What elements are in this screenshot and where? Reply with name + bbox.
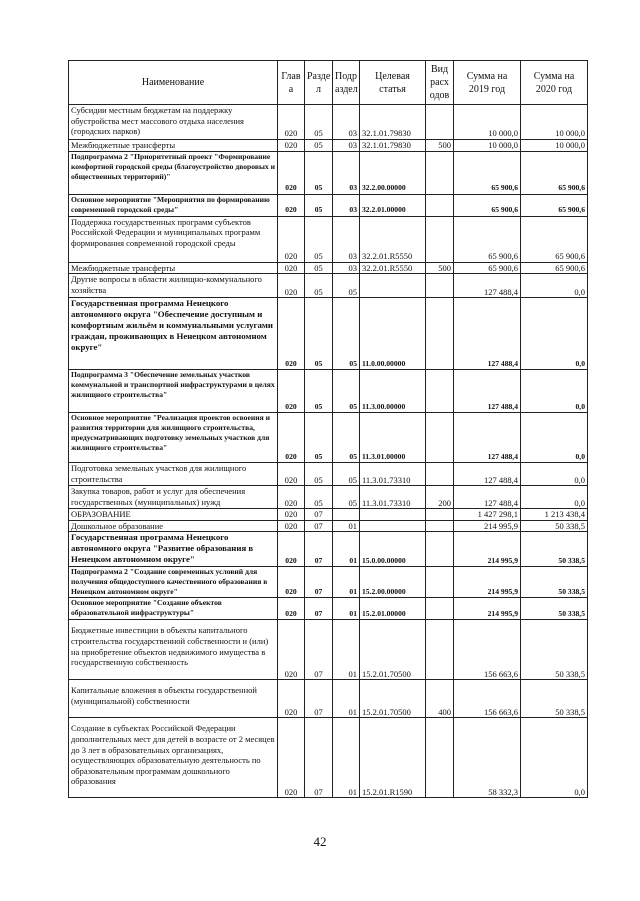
row-name: Основное мероприятие "Мероприятия по формированию современной городской среды"	[69, 194, 278, 216]
row-expense-type	[426, 370, 454, 413]
row-target-article: 15.2.01.70500	[360, 620, 426, 680]
row-sum-2020: 50 338,5	[521, 620, 588, 680]
row-expense-type	[426, 274, 454, 298]
row-razdel: 05	[305, 194, 333, 216]
row-name: Подготовка земельных участков для жилищного строительства	[69, 463, 278, 486]
row-sum-2020: 65 900,6	[521, 194, 588, 216]
header-podrazdel: Подр аздел	[333, 61, 360, 105]
row-razdel: 05	[305, 262, 333, 274]
row-target-article	[360, 509, 426, 521]
row-razdel: 07	[305, 620, 333, 680]
row-sum-2020: 1 213 438,4	[521, 509, 588, 521]
row-expense-type	[426, 105, 454, 140]
row-sum-2019: 65 900,6	[454, 262, 521, 274]
row-glava: 020	[278, 598, 305, 620]
row-sum-2020: 50 338,5	[521, 532, 588, 567]
row-name: Государственная программа Ненецкого автономного округа "Обеспечение доступным и комфортным жильём и коммунальными услугами граждан, проживающих в Ненецком автономном округе"	[69, 298, 278, 370]
row-name: Межбюджетные трансферты	[69, 262, 278, 274]
row-podrazdel: 05	[333, 413, 360, 463]
table-row	[69, 567, 588, 598]
row-expense-type	[426, 620, 454, 680]
row-glava: 020	[278, 509, 305, 521]
row-sum-2019: 65 900,6	[454, 194, 521, 216]
row-sum-2020: 10 000,0	[521, 105, 588, 140]
row-podrazdel	[333, 509, 360, 521]
row-sum-2019: 1 427 298,1	[454, 509, 521, 521]
row-sum-2019: 156 663,6	[454, 680, 521, 718]
row-sum-2019: 214 995,9	[454, 532, 521, 567]
row-expense-type	[426, 194, 454, 216]
table-row	[69, 151, 588, 194]
row-glava: 020	[278, 520, 305, 532]
row-podrazdel: 01	[333, 567, 360, 598]
row-sum-2019: 214 995,9	[454, 520, 521, 532]
row-sum-2020: 0,0	[521, 298, 588, 370]
row-target-article: 11.3.01.73310	[360, 463, 426, 486]
row-razdel: 05	[305, 216, 333, 262]
row-name: Подпрограмма 2 "Создание современных условий для получения общедоступного качественного образования в Ненецком автономном округе"	[69, 567, 278, 598]
header-glava: Глав а	[278, 61, 305, 105]
row-expense-type	[426, 520, 454, 532]
row-expense-type: 200	[426, 486, 454, 509]
row-podrazdel: 05	[333, 274, 360, 298]
row-name: Закупка товаров, работ и услуг для обеспечения государственных (муниципальных) нужд	[69, 486, 278, 509]
row-target-article: 15.2.01.00000	[360, 598, 426, 620]
row-razdel: 07	[305, 509, 333, 521]
row-expense-type	[426, 151, 454, 194]
row-target-article: 32.1.01.79830	[360, 140, 426, 152]
row-name: Создание в субъектах Российской Федерации дополнительных мест для детей в возрасте от 2 месяцев до 3 лет в образовательных организациях, осуществляющих образовательную деятельность по образовательным программам дошкольного образования	[69, 718, 278, 798]
row-glava: 020	[278, 140, 305, 152]
row-sum-2020: 0,0	[521, 463, 588, 486]
row-sum-2019: 58 332,3	[454, 718, 521, 798]
row-expense-type	[426, 509, 454, 521]
row-razdel: 07	[305, 532, 333, 567]
row-podrazdel: 03	[333, 105, 360, 140]
row-name: Субсидии местным бюджетам на поддержку обустройства мест массового отдыха населения (городских парков)	[69, 105, 278, 140]
row-sum-2019: 10 000,0	[454, 140, 521, 152]
row-name: Межбюджетные трансферты	[69, 140, 278, 152]
row-target-article: 15.2.00.00000	[360, 567, 426, 598]
row-razdel: 05	[305, 370, 333, 413]
row-razdel: 05	[305, 413, 333, 463]
row-podrazdel: 01	[333, 680, 360, 718]
row-expense-type: 500	[426, 262, 454, 274]
row-expense-type	[426, 598, 454, 620]
row-sum-2019: 127 488,4	[454, 370, 521, 413]
table-header	[69, 61, 588, 105]
table-row	[69, 274, 588, 298]
row-sum-2020: 65 900,6	[521, 151, 588, 194]
row-name: Подпрограмма 3 "Обеспечение земельных участков коммунальной и транспортной инфраструктурами в целях жилищного строительства"	[69, 370, 278, 413]
table-row	[69, 509, 588, 521]
row-name: Основное мероприятие "Создание объектов образовательной инфраструктуры"	[69, 598, 278, 620]
row-razdel: 05	[305, 274, 333, 298]
row-name: Бюджетные инвестиции в объекты капитального строительства государственной собственности и (или) на приобретение объектов недвижимого имущества в государственную собственность	[69, 620, 278, 680]
row-glava: 020	[278, 463, 305, 486]
row-razdel: 07	[305, 718, 333, 798]
row-sum-2020: 65 900,6	[521, 262, 588, 274]
row-sum-2019: 127 488,4	[454, 463, 521, 486]
row-glava: 020	[278, 105, 305, 140]
row-glava: 020	[278, 532, 305, 567]
row-glava: 020	[278, 680, 305, 718]
table-row	[69, 486, 588, 509]
row-target-article: 15.2.01.R1590	[360, 718, 426, 798]
row-expense-type: 400	[426, 680, 454, 718]
row-glava: 020	[278, 194, 305, 216]
row-glava: 020	[278, 370, 305, 413]
table-row	[69, 298, 588, 370]
row-sum-2019: 127 488,4	[454, 298, 521, 370]
row-glava: 020	[278, 298, 305, 370]
row-expense-type	[426, 718, 454, 798]
row-glava: 020	[278, 486, 305, 509]
row-expense-type	[426, 298, 454, 370]
row-sum-2020: 10 000,0	[521, 140, 588, 152]
row-podrazdel: 05	[333, 486, 360, 509]
header-vid: Вид расх одов	[426, 61, 454, 105]
row-podrazdel: 03	[333, 140, 360, 152]
table-row	[69, 413, 588, 463]
row-target-article: 32.2.01.R5550	[360, 262, 426, 274]
row-razdel: 05	[305, 463, 333, 486]
row-razdel: 07	[305, 567, 333, 598]
row-name: ОБРАЗОВАНИЕ	[69, 509, 278, 521]
row-glava: 020	[278, 413, 305, 463]
table-row	[69, 718, 588, 798]
row-glava: 020	[278, 274, 305, 298]
row-sum-2020: 65 900,6	[521, 216, 588, 262]
row-name: Основное мероприятие "Реализация проектов освоения и развития территории для жилищного строительства, предусматривающих подготовку земельных участков для жилищного строительства"	[69, 413, 278, 463]
row-expense-type	[426, 463, 454, 486]
row-target-article: 11.3.00.00000	[360, 370, 426, 413]
row-expense-type	[426, 413, 454, 463]
budget-table	[68, 60, 588, 798]
header-sum2020: Сумма на 2020 год	[521, 61, 588, 105]
header-razdel: Разде л	[305, 61, 333, 105]
row-razdel: 05	[305, 486, 333, 509]
table-row	[69, 262, 588, 274]
row-target-article	[360, 520, 426, 532]
row-expense-type	[426, 567, 454, 598]
row-name: Капитальные вложения в объекты государственной (муниципальной) собственности	[69, 680, 278, 718]
row-glava: 020	[278, 567, 305, 598]
row-sum-2019: 10 000,0	[454, 105, 521, 140]
row-razdel: 05	[305, 298, 333, 370]
row-name: Государственная программа Ненецкого автономного округа "Развитие образования в Ненецком автономном округе"	[69, 532, 278, 567]
page-number: 42	[313, 834, 327, 849]
header-sum2019: Сумма на 2019 год	[454, 61, 521, 105]
row-target-article	[360, 274, 426, 298]
row-razdel: 07	[305, 680, 333, 718]
table-row	[69, 520, 588, 532]
row-sum-2020: 50 338,5	[521, 567, 588, 598]
row-podrazdel: 01	[333, 598, 360, 620]
table-row	[69, 620, 588, 680]
row-glava: 020	[278, 718, 305, 798]
row-sum-2019: 127 488,4	[454, 274, 521, 298]
row-sum-2019: 127 488,4	[454, 486, 521, 509]
row-podrazdel: 03	[333, 151, 360, 194]
table-row	[69, 598, 588, 620]
row-sum-2019: 65 900,6	[454, 151, 521, 194]
row-sum-2020: 0,0	[521, 486, 588, 509]
row-sum-2020: 0,0	[521, 413, 588, 463]
row-target-article: 11.3.01.00000	[360, 413, 426, 463]
row-name: Поддержка государственных программ субъектов Российской Федерации и муниципальных программ формирования современной городской среды	[69, 216, 278, 262]
row-podrazdel: 01	[333, 520, 360, 532]
row-name: Другие вопросы в области жилищно-коммунального хозяйства	[69, 274, 278, 298]
row-glava: 020	[278, 151, 305, 194]
row-sum-2019: 156 663,6	[454, 620, 521, 680]
row-name: Дошкольное образование	[69, 520, 278, 532]
row-sum-2020: 50 338,5	[521, 520, 588, 532]
row-podrazdel: 05	[333, 298, 360, 370]
row-podrazdel: 01	[333, 620, 360, 680]
row-expense-type: 500	[426, 140, 454, 152]
table-row	[69, 216, 588, 262]
table-row	[69, 194, 588, 216]
row-podrazdel: 05	[333, 463, 360, 486]
row-sum-2019: 127 488,4	[454, 413, 521, 463]
header-name: Наименование	[69, 61, 278, 105]
row-sum-2019: 214 995,9	[454, 598, 521, 620]
table-row	[69, 140, 588, 152]
row-sum-2020: 50 338,5	[521, 598, 588, 620]
row-sum-2020: 0,0	[521, 274, 588, 298]
row-expense-type	[426, 216, 454, 262]
row-target-article: 32.2.01.R5550	[360, 216, 426, 262]
table-row	[69, 680, 588, 718]
row-glava: 020	[278, 620, 305, 680]
row-sum-2019: 65 900,6	[454, 216, 521, 262]
row-glava: 020	[278, 262, 305, 274]
row-sum-2020: 50 338,5	[521, 680, 588, 718]
table-row	[69, 105, 588, 140]
row-target-article: 15.2.01.70500	[360, 680, 426, 718]
header-tselevaya: Целевая статья	[360, 61, 426, 105]
row-razdel: 05	[305, 151, 333, 194]
row-podrazdel: 05	[333, 370, 360, 413]
row-razdel: 05	[305, 140, 333, 152]
row-glava: 020	[278, 216, 305, 262]
row-target-article: 32.2.01.00000	[360, 194, 426, 216]
table-row	[69, 463, 588, 486]
row-target-article: 32.1.01.79830	[360, 105, 426, 140]
row-podrazdel: 03	[333, 194, 360, 216]
row-sum-2019: 214 995,9	[454, 567, 521, 598]
table-row	[69, 370, 588, 413]
row-expense-type	[426, 532, 454, 567]
row-razdel: 05	[305, 105, 333, 140]
row-podrazdel: 03	[333, 216, 360, 262]
row-podrazdel: 01	[333, 532, 360, 567]
row-target-article: 32.2.00.00000	[360, 151, 426, 194]
row-sum-2020: 0,0	[521, 718, 588, 798]
row-podrazdel: 03	[333, 262, 360, 274]
row-razdel: 07	[305, 520, 333, 532]
row-name: Подпрограмма 2 "Приоритетный проект "Формирование комфортной городской среды (благоустройство дворовых и общественных территорий)"	[69, 151, 278, 194]
row-sum-2020: 0,0	[521, 370, 588, 413]
row-target-article: 11.3.01.73310	[360, 486, 426, 509]
row-target-article: 11.0.00.00000	[360, 298, 426, 370]
row-razdel: 07	[305, 598, 333, 620]
row-podrazdel: 01	[333, 718, 360, 798]
row-target-article: 15.0.00.00000	[360, 532, 426, 567]
table-row	[69, 532, 588, 567]
